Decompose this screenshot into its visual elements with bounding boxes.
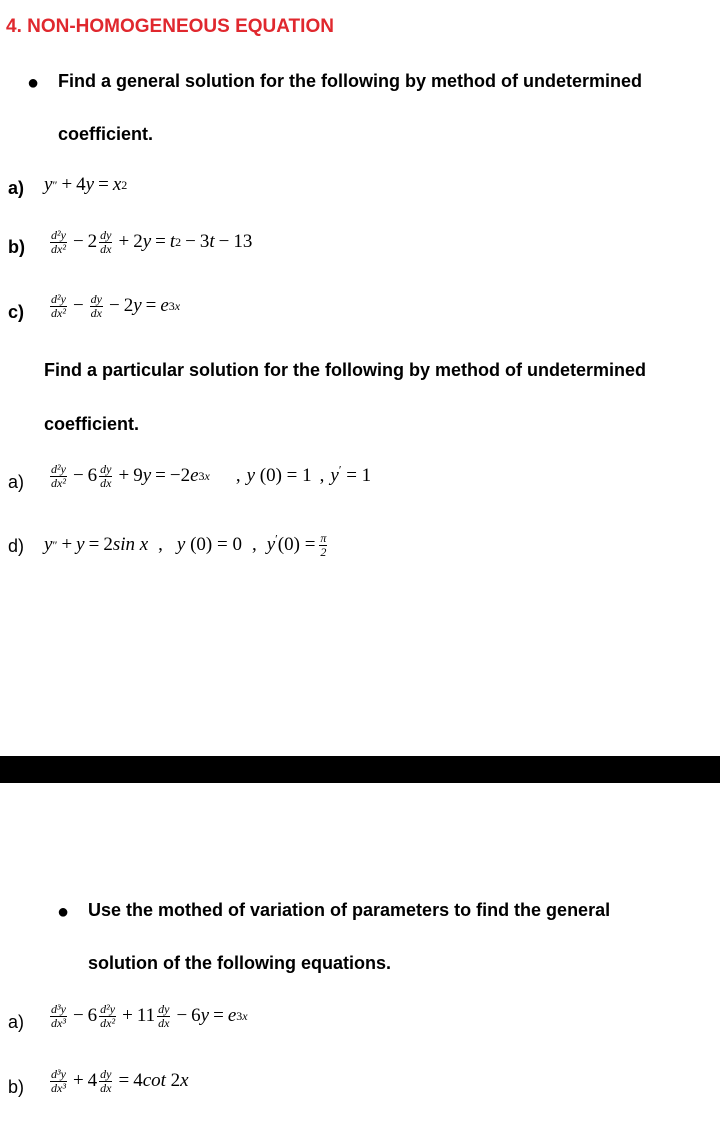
instruction-general-line1: Find a general solution for the following by method of undetermined: [58, 71, 642, 91]
section-title: 4. NON-HOMOGENEOUS EQUATION: [6, 16, 334, 37]
item-label-b: b): [8, 237, 25, 257]
item-label-c: c): [8, 302, 25, 322]
instruction-particular-line2: coefficient.: [44, 414, 140, 434]
instruction-general-line2: coefficient.: [58, 124, 154, 144]
instruction-variation-line2: solution of the following equations.: [88, 953, 391, 973]
item-label-b3: b): [8, 1077, 25, 1097]
page-divider: [0, 756, 720, 783]
equation-3b: $\frac{\text{d³y}}{\text{dx³}}$ + 4 $\frac{dy}{dx}$ = 4 cot 2 x: [51, 1067, 189, 1095]
item-label-a: a): [8, 178, 25, 198]
instruction-variation-line1: Use the mothed of variation of parameters to find the general: [88, 900, 611, 920]
item-label-a2: a): [8, 472, 25, 492]
equation-1a: y ″ + 4 y = x 2: [44, 174, 128, 195]
equation-1c: $\frac{\text{d²y}}{\text{dx²}}$ − $\frac{dy}{dx}$ − 2 y = e 3x: [51, 292, 181, 320]
equation-3a: $\frac{\text{d³y}}{\text{dx³}}$ − 6 $\frac{\text{d²y}}{\text{dx²}}$ + 11 $\frac{dy}{dx}$ − 6 y = e 3x: [51, 1002, 248, 1030]
item-label-d: d): [8, 536, 25, 556]
bullet-icon: ●: [27, 72, 40, 94]
bullet-icon-2: ●: [57, 901, 70, 923]
equation-2d: y ″ + y = 2 sin x , y (0) = 0 , y′(0) = $\frac{\pi}{2}$: [44, 531, 327, 559]
item-label-a3: a): [8, 1012, 25, 1032]
instruction-particular-line1: Find a particular solution for the following by method of undetermined: [44, 360, 646, 380]
equation-2a: $\frac{\text{d²y}}{\text{dx²}}$ − 6 $\frac{dy}{dx}$ + 9 y = −2 e 3x , y (0) = 1 , y′ = 1: [51, 462, 372, 490]
equation-1b: $\frac{\text{d²y}}{\text{dx²}}$ − 2 $\frac{dy}{dx}$ + 2 y = t 2 − 3 t − 13: [51, 228, 253, 256]
